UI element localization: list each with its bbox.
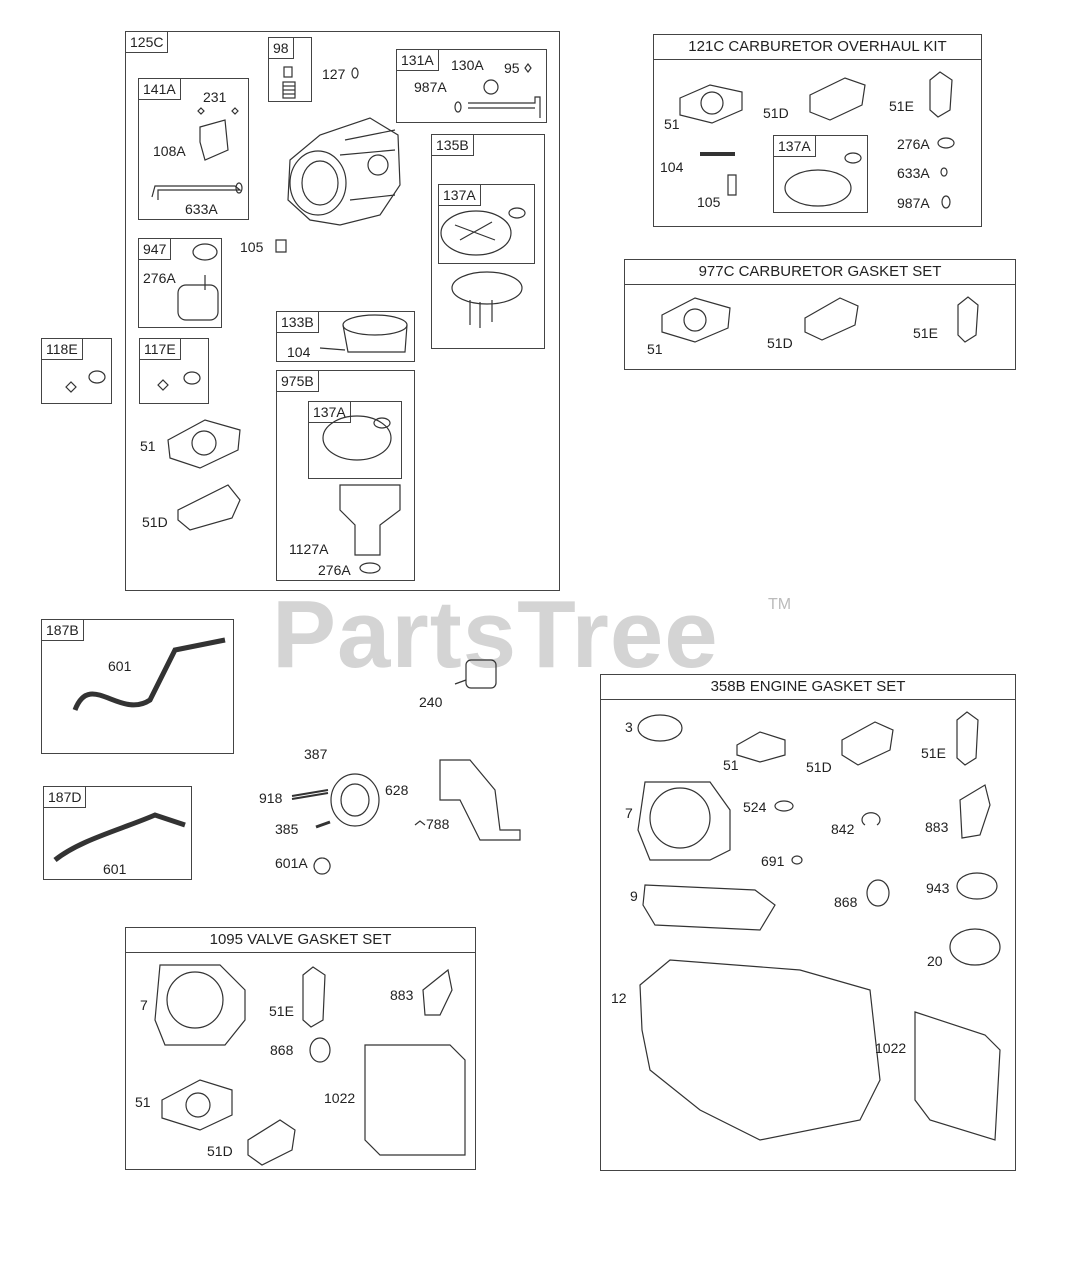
tag-187d: 187D [44,787,86,808]
trademark-mark: TM [768,596,792,613]
clip-842 [862,813,880,825]
ring-987a-c [942,196,950,208]
tag-137a-b: 137A [309,402,351,423]
screw-117e [158,380,168,390]
tag-947: 947 [139,239,171,260]
tag-141a: 141A [139,79,181,100]
fuel-filter-240 [455,660,496,688]
label-51d-1: 51D [142,514,168,530]
label-51d-2: 51D [763,105,789,121]
label-51-3: 51 [647,341,663,357]
label-868-2: 868 [834,894,858,910]
ring-276a-c [938,138,954,148]
label-1127a: 1127A [289,541,329,557]
label-987a-2: 987A [897,195,930,211]
label-788: 788 [426,816,450,832]
label-51-5: 51 [723,757,739,773]
gasket-883-a [423,970,452,1015]
gasket-12 [640,960,880,1140]
label-633a-2: 633A [897,165,930,181]
gasket-51-c-hole [684,309,706,331]
label-51e-2: 51E [913,325,938,341]
seal-3 [638,715,682,741]
kit-977c-title: 977C CARBURETOR GASKET SET [625,260,1015,285]
choke-plate-108a [200,120,228,160]
gasket-51d-c [805,298,858,340]
label-51e-4: 51E [921,745,946,761]
label-601-2: 601 [103,861,127,877]
label-1022-2: 1022 [875,1040,907,1056]
label-20: 20 [927,953,943,969]
label-9: 9 [630,888,638,904]
hose-187d [55,815,185,860]
gasket-7-a-bore [167,972,223,1028]
tag-137a-c: 137A [774,136,816,157]
label-231: 231 [203,89,227,105]
tag-125c: 125C [126,32,168,53]
tag-975b: 975B [277,371,319,392]
label-1022-1: 1022 [324,1090,356,1106]
label-51d-3: 51D [767,335,793,351]
ring-117e [184,372,200,384]
label-918: 918 [259,790,283,806]
label-524: 524 [743,799,767,815]
ring-276a-b [360,563,380,573]
hose-187b [75,640,225,710]
label-51-1: 51 [140,438,156,454]
gasket-51e-e [957,712,978,765]
kit-1095-title: 1095 VALVE GASKET SET [126,928,475,953]
label-628: 628 [385,782,409,798]
tag-117e: 117E [140,339,181,360]
o-ring-127 [352,68,358,78]
throttle-133b [320,315,407,352]
diaphragm-137a-c [785,170,851,206]
seal-868-a [310,1038,330,1062]
screws-231 [198,108,238,114]
label-51d-5: 51D [806,759,832,775]
kit-358b-title: 358B ENGINE GASKET SET [601,675,1015,700]
screw-628 [415,821,425,825]
gasket-51-d [162,1080,232,1130]
label-108a: 108A [153,143,186,159]
jet-105 [276,240,286,252]
gasket-1022-b [915,1012,1000,1140]
label-987a-1: 987A [414,79,447,95]
gasket-51-e [737,732,785,762]
gasket-9 [643,885,775,930]
label-601a: 601A [275,855,308,871]
tag-131a: 131A [397,50,439,71]
gasket-51e-b [930,72,952,117]
label-130a: 130A [451,57,484,73]
gasket-51-b-hole [701,92,723,114]
needle-130a [484,80,498,94]
label-7-2: 7 [625,805,633,821]
label-105-2: 105 [697,194,721,210]
gasket-7-a [155,965,245,1045]
screw-385 [316,822,330,827]
gasket-51e-d [303,967,325,1027]
label-601-1: 601 [108,658,132,674]
label-387: 387 [304,746,328,762]
screw-95 [525,64,531,72]
gasket-51d-d [248,1120,295,1165]
label-883-1: 883 [390,987,414,1003]
bowl-975b [340,485,400,555]
bracket-788 [440,760,520,840]
tag-98: 98 [269,38,294,59]
label-3: 3 [625,719,633,735]
tag-137a-a: 137A [439,185,481,206]
needle-105-b [728,175,736,195]
float-shaft [468,97,540,118]
gasket-51-a-hole [192,431,216,455]
ring-137a-c [845,153,861,163]
label-12: 12 [611,990,627,1006]
label-276a-1: 276A [143,270,176,286]
carburetor-body [288,118,400,225]
label-7-1: 7 [140,997,148,1013]
fuel-pump-387 [331,774,379,826]
gasket-1022-a [365,1045,465,1155]
ring-633a-c [941,168,947,176]
gasket-51-a [168,420,240,468]
gasket-51e-c [958,297,978,342]
gasket-7-b-bore [650,788,710,848]
gasket-883-b [960,785,990,838]
label-385: 385 [275,821,299,837]
ring-691 [792,856,802,864]
tag-133b: 133B [277,312,319,333]
hose-918 [292,790,328,799]
gasket-51-d-hole [186,1093,210,1117]
ring-943 [957,873,997,899]
partstree-watermark: PartsTree [272,581,719,688]
label-633a-1: 633A [185,201,218,217]
label-276a-3: 276A [897,136,930,152]
gasket-51d-e [842,722,893,765]
label-51d-4: 51D [207,1143,233,1159]
tag-135b: 135B [432,135,474,156]
label-868-1: 868 [270,1042,294,1058]
label-127: 127 [322,66,346,82]
label-240: 240 [419,694,443,710]
label-883-2: 883 [925,819,949,835]
label-276a-2: 276A [318,562,351,578]
label-104-1: 104 [287,344,311,360]
clamp-601a [314,858,330,874]
kit-121c-title: 121C CARBURETOR OVERHAUL KIT [654,35,981,60]
solenoid-947 [178,244,218,320]
label-842: 842 [831,821,855,837]
gasket-51d-b [810,78,865,120]
seal-20 [950,929,1000,965]
label-51e-1: 51E [889,98,914,114]
label-943: 943 [926,880,950,896]
seal-868-b [867,880,889,906]
gasket-51d-a [178,485,240,530]
label-105-1: 105 [240,239,264,255]
gasket-51-c [662,298,730,342]
ring-118e [89,371,105,383]
screw-118e [66,382,76,392]
label-95: 95 [504,60,520,76]
label-51-2: 51 [664,116,680,132]
label-691: 691 [761,853,785,869]
ring-524 [775,801,793,811]
label-51e-3: 51E [269,1003,294,1019]
tag-187b: 187B [42,620,84,641]
choke-shaft [152,186,240,200]
ring-987a [455,102,461,112]
screw-part-98 [283,67,295,98]
label-104-2: 104 [660,159,684,175]
tag-118e: 118E [42,339,83,360]
gasket-51-b [680,85,742,123]
float-bowl-135b [441,208,525,328]
diaphragm-137a-b [323,416,391,460]
label-51-4: 51 [135,1094,151,1110]
